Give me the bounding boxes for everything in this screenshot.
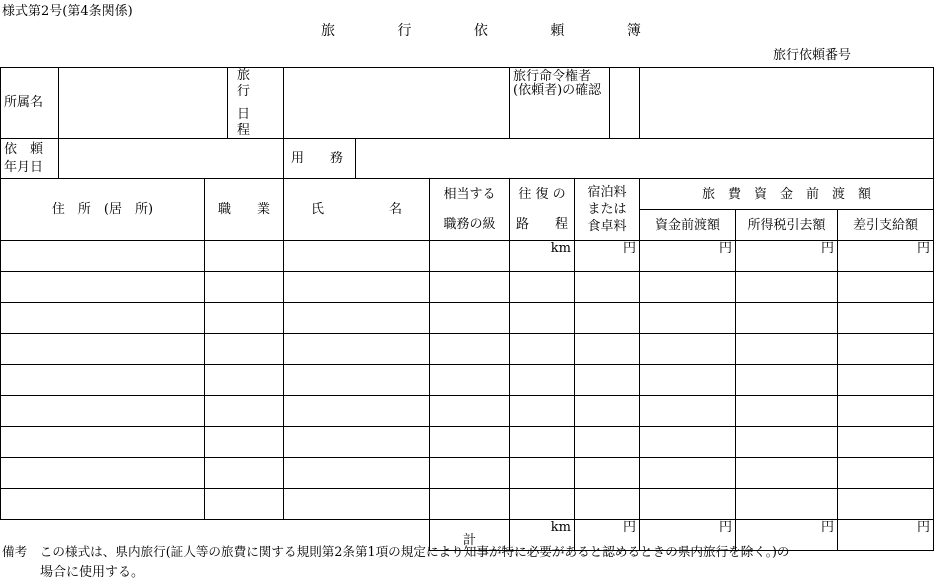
lodging-cell[interactable] [575,365,640,396]
name-cell[interactable] [284,241,430,272]
net-cell[interactable] [838,458,934,489]
occupation-cell[interactable] [205,334,284,365]
route-cell[interactable] [510,489,575,520]
grade-header [430,179,510,241]
route-cell[interactable] [510,365,575,396]
address-cell[interactable] [1,334,205,365]
tax-cell[interactable] [736,365,838,396]
lodging-cell[interactable] [575,303,640,334]
advance-cell[interactable] [640,303,736,334]
advance-cell[interactable] [640,427,736,458]
net-cell[interactable] [838,489,934,520]
net-cell[interactable] [838,272,934,303]
remarks [2,541,932,583]
name-header: 氏 名 [284,179,430,241]
advance-header: 資金前渡額 [640,210,736,241]
address-cell[interactable] [1,458,205,489]
address-cell[interactable] [1,489,205,520]
route-cell[interactable] [510,272,575,303]
authority-confirm-label: 旅行命令権者(依頼者)の確認 [510,68,610,139]
occupation-header: 職 業 [205,179,284,241]
table-row [1,458,934,489]
grade-cell[interactable] [430,272,510,303]
advance-cell[interactable] [640,334,736,365]
affiliation-field[interactable] [59,68,228,139]
lodging-header-line3: 食卓料 [587,219,627,235]
tax-header: 所得税引去額 [736,210,838,241]
lodging-cell[interactable] [575,458,640,489]
travel-schedule-label [228,68,284,139]
route-header-line2: 路 程 [515,216,568,232]
net-cell[interactable] [838,334,934,365]
table-row [1,396,934,427]
route-cell[interactable] [510,427,575,458]
table-row [1,427,934,458]
lodging-cell[interactable] [575,334,640,365]
net-cell[interactable]: 円 [838,241,934,272]
grade-header-line2: 職務の級 [443,216,496,232]
total-net[interactable]: 円 [838,520,934,551]
schedule-field[interactable] [284,68,510,139]
route-header-line1: 往 復 の [518,186,566,202]
lodging-header [575,179,640,241]
table-row [1,272,934,303]
authority-confirm-field[interactable] [610,68,640,139]
table-row [1,241,934,272]
lodging-cell[interactable] [575,427,640,458]
total-tax[interactable]: 円 [736,520,838,551]
lodging-header-line1: 宿泊料 [587,185,627,201]
address-cell[interactable] [1,365,205,396]
route-cell[interactable] [510,303,575,334]
advance-cell[interactable]: 円 [640,241,736,272]
purpose-label: 用 務 [284,139,356,179]
document-title [321,20,641,40]
address-cell[interactable] [1,303,205,334]
tax-cell[interactable]: 円 [736,241,838,272]
travel-request-form [0,67,934,551]
request-date-label-line2: 年月日 [4,159,44,175]
name-cell[interactable] [284,489,430,520]
request-date-field[interactable] [59,139,284,179]
advance-cell[interactable] [640,458,736,489]
table-row [1,489,934,520]
request-number-label: 旅行依頼番号 [773,48,852,63]
tax-cell[interactable] [736,489,838,520]
route-header [510,179,575,241]
net-cell[interactable] [838,365,934,396]
route-cell[interactable] [510,334,575,365]
travel-label: 旅 行 [237,68,264,99]
request-number-field[interactable] [640,68,934,139]
remarks-line2: 場合に使用する。 [40,565,145,580]
net-cell[interactable] [838,303,934,334]
occupation-cell[interactable] [205,489,284,520]
net-cell[interactable] [838,427,934,458]
affiliation-label: 所属名 [1,68,59,139]
remarks-line1: 備考 この様式は、県内旅行(証人等の旅費に関する規則第2条第1項の規定により知事が特に必要があると認めるときの県内旅行を除く。)の [2,544,790,559]
title-char: 行 [397,23,412,39]
route-cell[interactable] [510,458,575,489]
address-cell[interactable] [1,427,205,458]
advance-cell[interactable] [640,489,736,520]
lodging-cell[interactable] [575,272,640,303]
occupation-cell[interactable] [205,272,284,303]
grade-cell[interactable] [430,365,510,396]
title-char: 簿 [626,23,641,39]
grade-cell[interactable] [430,458,510,489]
schedule-label: 日 程 [237,107,264,138]
grade-cell[interactable] [430,303,510,334]
total-label: 計 [430,520,510,551]
advance-cell[interactable] [640,272,736,303]
advance-cell[interactable] [640,365,736,396]
name-cell[interactable] [284,272,430,303]
tax-cell[interactable] [736,396,838,427]
lodging-cell[interactable]: 円 [575,241,640,272]
occupation-cell[interactable] [205,365,284,396]
tax-cell[interactable] [736,334,838,365]
title-char: 頼 [550,23,565,39]
grade-cell[interactable] [430,489,510,520]
name-cell[interactable] [284,365,430,396]
advance-group-header: 旅 費 資 金 前 渡 額 [640,179,934,210]
tax-cell[interactable] [736,427,838,458]
lodging-header-line2: または [587,202,627,218]
table-row [1,334,934,365]
grade-cell[interactable] [430,334,510,365]
grade-header-line1: 相当する [443,186,496,202]
tax-cell[interactable] [736,303,838,334]
grade-cell[interactable] [430,396,510,427]
total-route[interactable]: km [510,520,575,551]
form-number-note: 様式第2号(第4条関係) [2,4,133,19]
table-row [1,365,934,396]
title-char: 依 [473,23,488,39]
occupation-cell[interactable] [205,241,284,272]
net-header: 差引支給額 [838,210,934,241]
lodging-cell[interactable] [575,396,640,427]
occupation-cell[interactable] [205,458,284,489]
address-cell[interactable] [1,272,205,303]
name-cell[interactable] [284,334,430,365]
name-cell[interactable] [284,303,430,334]
total-lodging[interactable]: 円 [575,520,640,551]
route-cell[interactable]: km [510,241,575,272]
table-row [1,303,934,334]
address-cell[interactable] [1,241,205,272]
occupation-cell[interactable] [205,396,284,427]
request-date-label [1,139,59,179]
tax-cell[interactable] [736,272,838,303]
name-cell[interactable] [284,427,430,458]
name-cell[interactable] [284,396,430,427]
title-char: 旅 [321,23,335,39]
total-advance[interactable]: 円 [640,520,736,551]
tax-cell[interactable] [736,458,838,489]
address-header: 住 所 (居 所) [1,179,205,241]
grade-cell[interactable] [430,241,510,272]
lodging-cell[interactable] [575,489,640,520]
request-date-label-line1: 依 頼 [4,141,44,157]
advance-cell[interactable] [640,396,736,427]
address-cell[interactable] [1,396,205,427]
route-cell[interactable] [510,396,575,427]
name-cell[interactable] [284,458,430,489]
grade-cell[interactable] [430,427,510,458]
occupation-cell[interactable] [205,427,284,458]
occupation-cell[interactable] [205,303,284,334]
net-cell[interactable] [838,396,934,427]
purpose-field[interactable] [356,139,934,179]
